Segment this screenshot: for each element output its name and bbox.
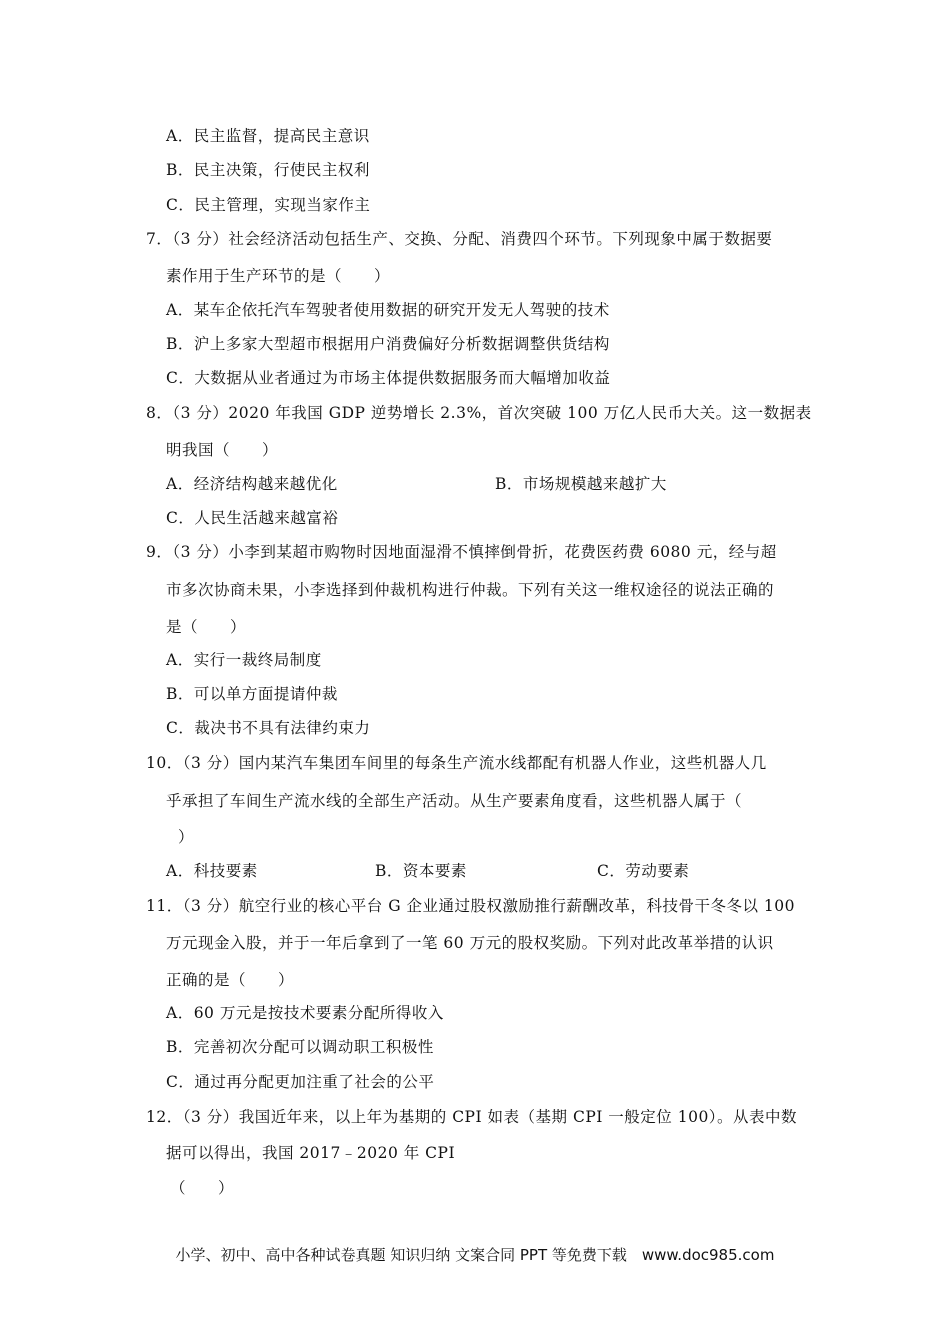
question-7-option-c: C．大数据从业者通过为市场主体提供数据服务而大幅增加收益 [166,369,611,387]
question-9-stem-cont-2: 是（ ） [166,618,247,636]
question-7-stem: 7．（3 分）社会经济活动包括生产、交换、分配、消费四个环节。下列现象中属于数据要 [146,230,773,248]
question-12-stem-cont: 据可以得出，我国 2017﹣2020 年 CPI [166,1144,456,1162]
question-8-option-c: C．人民生活越来越富裕 [166,509,339,527]
question-8-option-a: A．经济结构越来越优化 [166,475,338,493]
question-7-stem-cont: 素作用于生产环节的是（ ） [166,267,391,285]
question-11-option-b: B．完善初次分配可以调动职工积极性 [166,1038,434,1056]
option-c: C．民主管理，实现当家作主 [166,196,371,214]
option-b: B．民主决策，行使民主权利 [166,161,370,179]
question-12-stem-cont-2: （ ） [170,1179,235,1197]
question-8-option-b: B．市场规模越来越扩大 [495,475,667,493]
question-10-option-c: C．劳动要素 [597,862,690,880]
question-10-option-a: A．科技要素 [166,862,258,880]
question-8-stem-cont: 明我国（ ） [166,441,279,459]
option-a: A．民主监督，提高民主意识 [166,127,370,145]
question-7-option-a: A．某车企依托汽车驾驶者使用数据的研究开发无人驾驶的技术 [166,301,610,319]
question-10-option-b: B．资本要素 [375,862,467,880]
page-footer: 小学、初中、高中各种试卷真题 知识归纳 文案合同 PPT 等免费下载 www.doc985.com [175,1246,775,1264]
question-10-stem: 10．（3 分）国内某汽车集团车间里的每条生产流水线都配有机器人作业，这些机器人几 [146,754,767,772]
question-11-stem-cont: 万元现金入股，并于一年后拿到了一笔 60 万元的股权奖励。下列对此改革举措的认识 [166,934,774,952]
question-9-stem: 9．（3 分）小李到某超市购物时因地面湿滑不慎摔倒骨折，花费医药费 6080 元，经与超 [146,543,777,561]
question-9-stem-cont: 市多次协商未果，小李选择到仲裁机构进行仲裁。下列有关这一维权途径的说法正确的 [166,581,775,599]
question-11-option-a: A．60 万元是按技术要素分配所得收入 [166,1004,444,1022]
question-12-stem: 12．（3 分）我国近年来，以上年为基期的 CPI 如表（基期 CPI 一般定位 100）。从表中数 [146,1108,798,1126]
question-7-option-b: B．沪上多家大型超市根据用户消费偏好分析数据调整供货结构 [166,335,610,353]
question-10-stem-cont-2: ） [178,828,195,846]
question-11-option-c: C．通过再分配更加注重了社会的公平 [166,1073,435,1091]
question-11-stem-cont-2: 正确的是（ ） [166,971,295,989]
question-8-stem: 8．（3 分）2020 年我国 GDP 逆势增长 2.3%，首次突破 100 万亿人民币大关。这一数据表 [146,404,812,422]
question-9-option-c: C．裁决书不具有法律约束力 [166,719,371,737]
question-9-option-a: A．实行一裁终局制度 [166,651,322,669]
question-11-stem: 11．（3 分）航空行业的核心平台 G 企业通过股权激励推行薪酬改革，科技骨干冬冬以 100 [146,897,796,915]
question-9-option-b: B．可以单方面提请仲裁 [166,685,338,703]
question-10-stem-cont: 乎承担了车间生产流水线的全部生产活动。从生产要素角度看，这些机器人属于（ [166,792,743,810]
